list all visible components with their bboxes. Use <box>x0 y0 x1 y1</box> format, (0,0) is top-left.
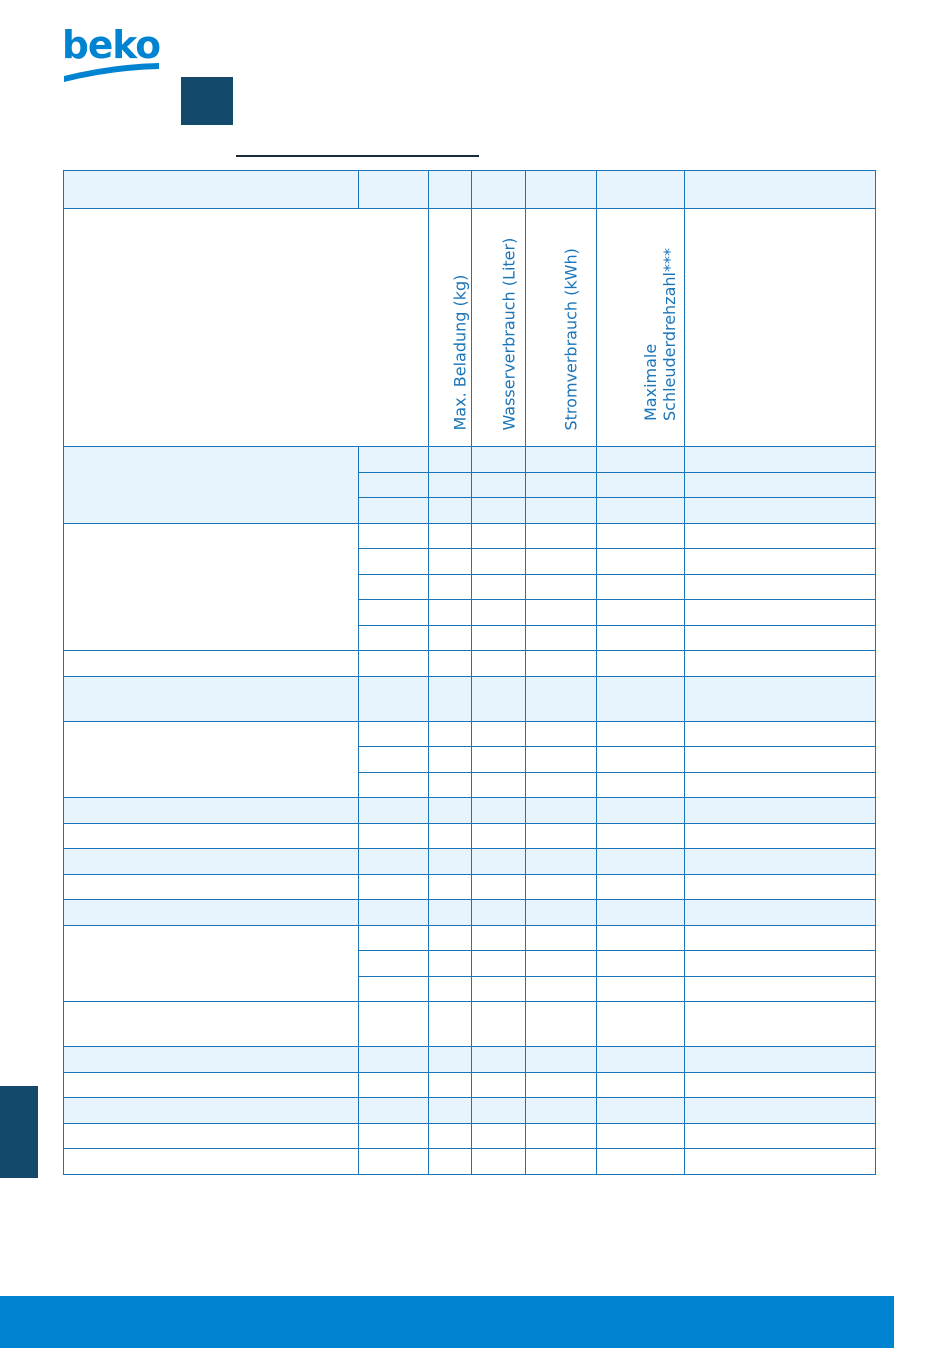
table-row <box>64 824 876 849</box>
table-row <box>64 1002 876 1047</box>
table-row <box>64 524 876 549</box>
max-load-label: Max. Beladung (kg) <box>450 274 470 431</box>
svg-text:beko: beko <box>62 26 160 67</box>
water-label: Wasserverbrauch (Liter) <box>499 237 518 431</box>
table-row <box>64 1073 876 1098</box>
chapter-marker <box>181 77 233 125</box>
table-row <box>64 1124 876 1149</box>
section-heading-underline <box>236 155 479 157</box>
table-row <box>64 875 876 900</box>
col-header-water <box>472 209 526 447</box>
column-header-row <box>64 209 876 447</box>
table-row <box>64 651 876 677</box>
energy-label: Stromverbrauch (kWh) <box>561 248 581 431</box>
blank-header-cell <box>64 209 429 447</box>
table-row <box>64 926 876 951</box>
footer-bar <box>0 1296 894 1348</box>
col-header-max-load <box>429 209 472 447</box>
spin-label <box>641 248 679 421</box>
blank-header-cell <box>685 209 876 447</box>
table-row <box>64 849 876 875</box>
header-row <box>64 171 876 209</box>
spin-label-line2: Schleuderdrehzahl*** <box>659 248 679 421</box>
language-side-tab <box>0 1086 38 1178</box>
table-row <box>64 722 876 747</box>
table-row <box>64 1149 876 1175</box>
beko-logo <box>62 26 162 84</box>
table-row <box>64 677 876 722</box>
table-row <box>64 1047 876 1073</box>
col-header-spin <box>597 209 685 447</box>
col-header-energy <box>526 209 597 447</box>
program-table <box>63 170 876 1175</box>
table-row <box>64 1098 876 1124</box>
table-row <box>64 798 876 824</box>
table-row <box>64 900 876 926</box>
spin-label-line1: Maximale <box>640 343 660 421</box>
table-row <box>64 447 876 473</box>
